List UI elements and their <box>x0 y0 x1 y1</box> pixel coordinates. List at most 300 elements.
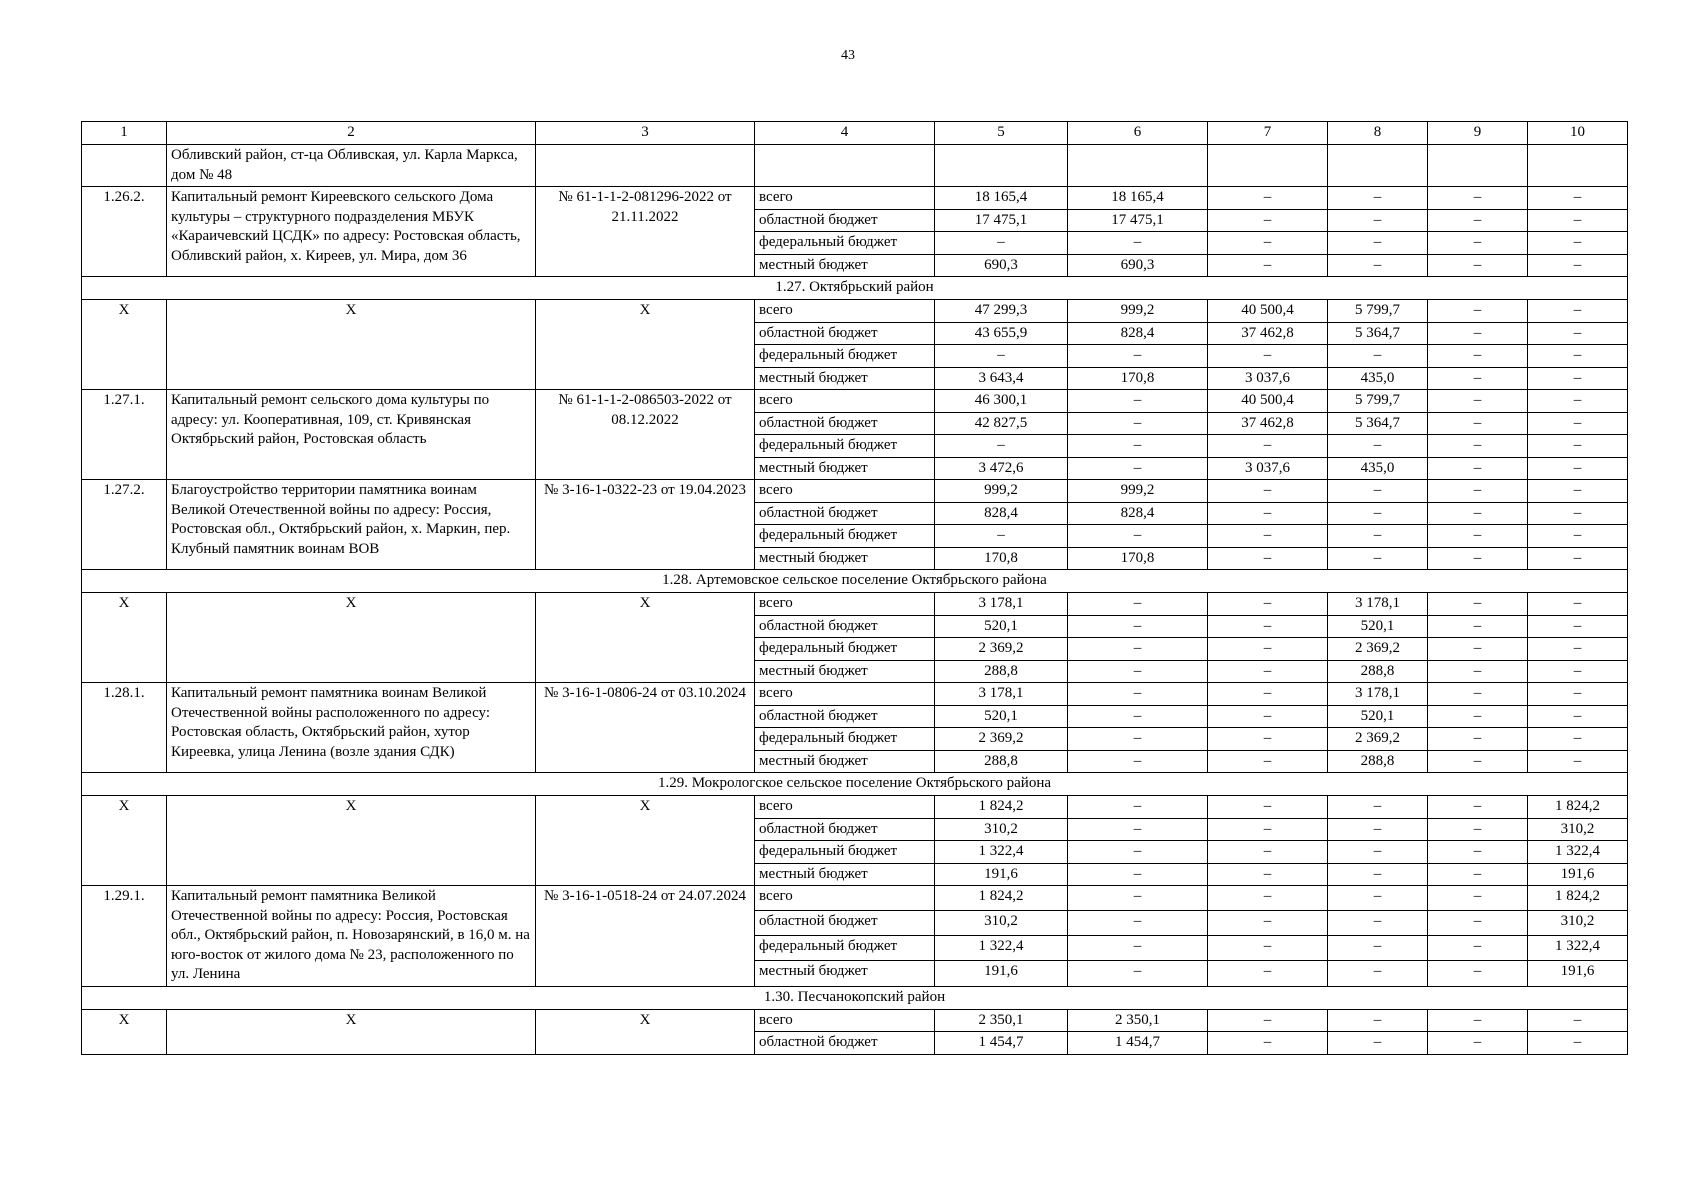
value-cell: – <box>1208 502 1328 525</box>
budget-label: всего <box>755 683 935 706</box>
value-cell: – <box>1428 841 1528 864</box>
value-cell: – <box>1328 480 1428 503</box>
item-document: № 61-1-1-2-081296-2022 от 21.11.2022 <box>536 187 755 277</box>
value-cell: 435,0 <box>1328 457 1428 480</box>
value-cell: – <box>1428 187 1528 210</box>
value-cell: 828,4 <box>1068 502 1208 525</box>
item-document: № 3-16-1-0518-24 от 24.07.2024 <box>536 886 755 987</box>
value-cell: – <box>1328 936 1428 961</box>
cell-empty <box>1208 145 1328 187</box>
value-cell: 1 322,4 <box>935 936 1068 961</box>
budget-label: местный бюджет <box>755 961 935 986</box>
item-name: Благоустройство территории памятника воинам Великой Отечественной войны по адресу: Россия, Ростовская обл., Октябрьский район, х. Маркин, пер. Клубный памятник воинам ВОВ <box>167 480 536 570</box>
value-cell: – <box>1428 209 1528 232</box>
value-cell: – <box>1528 593 1628 616</box>
value-cell: – <box>1328 886 1428 911</box>
value-cell: – <box>1208 818 1328 841</box>
value-cell: – <box>1068 961 1208 986</box>
value-cell: – <box>1208 750 1328 773</box>
table-row <box>82 1009 1628 1032</box>
value-cell: 191,6 <box>935 863 1068 886</box>
value-cell: – <box>1328 345 1428 368</box>
value-cell: – <box>1208 841 1328 864</box>
value-cell: 3 037,6 <box>1208 367 1328 390</box>
value-cell: – <box>1428 502 1528 525</box>
item-number: 1.28.1. <box>82 683 167 773</box>
budget-label: всего <box>755 886 935 911</box>
value-cell: – <box>1328 818 1428 841</box>
value-cell: 3 643,4 <box>935 367 1068 390</box>
value-cell: – <box>1328 525 1428 548</box>
section-row <box>82 570 1628 593</box>
value-cell: – <box>1208 1009 1328 1032</box>
value-cell: – <box>1068 936 1208 961</box>
section-title: 1.30. Песчанокопский район <box>82 986 1628 1009</box>
value-cell: – <box>1068 728 1208 751</box>
value-cell: 3 178,1 <box>1328 683 1428 706</box>
value-cell: – <box>1428 660 1528 683</box>
value-cell: 40 500,4 <box>1208 390 1328 413</box>
column-header: 7 <box>1208 122 1328 145</box>
value-cell: 191,6 <box>935 961 1068 986</box>
value-cell: – <box>1328 187 1428 210</box>
value-cell: – <box>1528 254 1628 277</box>
value-cell: – <box>1068 232 1208 255</box>
value-cell: – <box>1428 593 1528 616</box>
value-cell: – <box>1208 209 1328 232</box>
value-cell: 3 037,6 <box>1208 457 1328 480</box>
value-cell: – <box>1428 547 1528 570</box>
budget-label: федеральный бюджет <box>755 525 935 548</box>
item-name: Капитальный ремонт сельского дома культуры по адресу: ул. Кооперативная, 109, ст. Кривянская Октябрьский район, Ростовская область <box>167 390 536 480</box>
budget-label: областной бюджет <box>755 818 935 841</box>
value-cell: 5 799,7 <box>1328 390 1428 413</box>
value-cell: – <box>1528 547 1628 570</box>
value-cell: – <box>1208 593 1328 616</box>
table-row <box>82 480 1628 503</box>
value-cell: 3 178,1 <box>935 683 1068 706</box>
cell-empty <box>935 145 1068 187</box>
value-cell: – <box>1208 886 1328 911</box>
value-cell: 288,8 <box>935 750 1068 773</box>
budget-label: местный бюджет <box>755 457 935 480</box>
value-cell: 2 369,2 <box>935 728 1068 751</box>
item-name: X <box>167 300 536 390</box>
value-cell: – <box>1428 435 1528 458</box>
value-cell: 288,8 <box>1328 750 1428 773</box>
value-cell: 170,8 <box>1068 367 1208 390</box>
cell-empty <box>755 145 935 187</box>
cell-empty <box>1328 145 1428 187</box>
value-cell: 520,1 <box>935 615 1068 638</box>
value-cell: – <box>1528 209 1628 232</box>
value-cell: 1 322,4 <box>935 841 1068 864</box>
budget-label: всего <box>755 187 935 210</box>
value-cell: – <box>1068 615 1208 638</box>
value-cell: – <box>1428 638 1528 661</box>
value-cell: 1 824,2 <box>1528 886 1628 911</box>
value-cell: 1 322,4 <box>1528 841 1628 864</box>
value-cell: – <box>1068 435 1208 458</box>
table-row <box>82 593 1628 616</box>
table-row <box>82 187 1628 210</box>
value-cell: – <box>1528 615 1628 638</box>
value-cell: – <box>1528 367 1628 390</box>
value-cell: – <box>1068 818 1208 841</box>
value-cell: – <box>1068 638 1208 661</box>
value-cell: – <box>1328 1032 1428 1055</box>
value-cell: 5 364,7 <box>1328 412 1428 435</box>
value-cell: – <box>1068 390 1208 413</box>
value-cell: – <box>1068 412 1208 435</box>
value-cell: 46 300,1 <box>935 390 1068 413</box>
value-cell: 1 322,4 <box>1528 936 1628 961</box>
value-cell: – <box>1528 187 1628 210</box>
value-cell: 2 369,2 <box>1328 638 1428 661</box>
value-cell: 2 369,2 <box>935 638 1068 661</box>
value-cell: 170,8 <box>1068 547 1208 570</box>
budget-label: федеральный бюджет <box>755 841 935 864</box>
value-cell: – <box>1428 390 1528 413</box>
value-cell: 310,2 <box>935 818 1068 841</box>
column-header: 2 <box>167 122 536 145</box>
value-cell: – <box>1428 961 1528 986</box>
value-cell: – <box>1328 254 1428 277</box>
value-cell: 999,2 <box>1068 480 1208 503</box>
value-cell: 2 350,1 <box>1068 1009 1208 1032</box>
value-cell: – <box>1068 660 1208 683</box>
value-cell: 1 824,2 <box>935 796 1068 819</box>
budget-label: всего <box>755 1009 935 1032</box>
budget-label: областной бюджет <box>755 502 935 525</box>
value-cell: – <box>1208 796 1328 819</box>
value-cell: – <box>1068 683 1208 706</box>
budget-label: всего <box>755 796 935 819</box>
value-cell: – <box>1208 638 1328 661</box>
value-cell: 310,2 <box>1528 818 1628 841</box>
item-document: № 3-16-1-0806-24 от 03.10.2024 <box>536 683 755 773</box>
value-cell: – <box>1208 705 1328 728</box>
budget-label: областной бюджет <box>755 412 935 435</box>
value-cell: – <box>1328 841 1428 864</box>
value-cell: 42 827,5 <box>935 412 1068 435</box>
budget-label: федеральный бюджет <box>755 435 935 458</box>
value-cell: – <box>1428 683 1528 706</box>
value-cell: 828,4 <box>1068 322 1208 345</box>
column-header: 8 <box>1328 122 1428 145</box>
value-cell: 18 165,4 <box>935 187 1068 210</box>
item-name: Капитальный ремонт Киреевского сельского Дома культуры – структурного подразделения МБУК «Караичевский ЦСДК» по адресу: Ростовская область, Обливский район, х. Киреев, ул. Мира, дом 36 <box>167 187 536 277</box>
value-cell: 1 824,2 <box>1528 796 1628 819</box>
value-cell: – <box>1328 547 1428 570</box>
item-document: № 3-16-1-0322-23 от 19.04.2023 <box>536 480 755 570</box>
budget-label: местный бюджет <box>755 547 935 570</box>
value-cell: – <box>1208 1032 1328 1055</box>
value-cell: 47 299,3 <box>935 300 1068 323</box>
value-cell: 191,6 <box>1528 863 1628 886</box>
value-cell: 999,2 <box>935 480 1068 503</box>
value-cell: – <box>935 435 1068 458</box>
value-cell: – <box>935 232 1068 255</box>
budget-label: всего <box>755 300 935 323</box>
value-cell: 43 655,9 <box>935 322 1068 345</box>
budget-label: всего <box>755 480 935 503</box>
value-cell: 1 454,7 <box>1068 1032 1208 1055</box>
value-cell: – <box>1428 818 1528 841</box>
value-cell: – <box>1328 232 1428 255</box>
value-cell: – <box>1528 728 1628 751</box>
budget-label: местный бюджет <box>755 660 935 683</box>
cell-num <box>82 145 167 187</box>
column-header: 6 <box>1068 122 1208 145</box>
value-cell: – <box>1528 1032 1628 1055</box>
table-row <box>82 145 1628 187</box>
value-cell: – <box>1208 911 1328 936</box>
value-cell: – <box>1428 412 1528 435</box>
value-cell: – <box>1208 187 1328 210</box>
table-body <box>82 122 1628 1055</box>
budget-label: федеральный бюджет <box>755 345 935 368</box>
section-row <box>82 277 1628 300</box>
value-cell: – <box>1528 390 1628 413</box>
value-cell: – <box>1208 254 1328 277</box>
value-cell: – <box>1208 728 1328 751</box>
value-cell: 690,3 <box>935 254 1068 277</box>
header-row <box>82 122 1628 145</box>
value-cell: – <box>1428 1032 1528 1055</box>
value-cell: – <box>1208 480 1328 503</box>
budget-label: областной бюджет <box>755 1032 935 1055</box>
value-cell: – <box>1428 367 1528 390</box>
item-number: X <box>82 300 167 390</box>
value-cell: – <box>1428 796 1528 819</box>
value-cell: 191,6 <box>1528 961 1628 986</box>
value-cell: 5 364,7 <box>1328 322 1428 345</box>
column-header: 9 <box>1428 122 1528 145</box>
value-cell: 520,1 <box>935 705 1068 728</box>
value-cell: – <box>1528 525 1628 548</box>
cell-name: Обливский район, ст-ца Обливская, ул. Карла Маркса, дом № 48 <box>167 145 536 187</box>
budget-label: федеральный бюджет <box>755 638 935 661</box>
value-cell: 3 472,6 <box>935 457 1068 480</box>
table-row <box>82 796 1628 819</box>
value-cell: – <box>1208 615 1328 638</box>
budget-label: всего <box>755 390 935 413</box>
item-number: X <box>82 1009 167 1054</box>
budget-label: федеральный бюджет <box>755 936 935 961</box>
value-cell: – <box>1428 728 1528 751</box>
value-cell: – <box>1328 435 1428 458</box>
value-cell: – <box>1328 209 1428 232</box>
value-cell: 999,2 <box>1068 300 1208 323</box>
column-header: 5 <box>935 122 1068 145</box>
value-cell: 37 462,8 <box>1208 412 1328 435</box>
value-cell: – <box>1528 683 1628 706</box>
value-cell: – <box>935 345 1068 368</box>
value-cell: – <box>1208 936 1328 961</box>
value-cell: – <box>1528 435 1628 458</box>
value-cell: – <box>1528 750 1628 773</box>
budget-label: областной бюджет <box>755 705 935 728</box>
value-cell: – <box>1428 525 1528 548</box>
item-document: X <box>536 300 755 390</box>
value-cell: – <box>1428 232 1528 255</box>
cell-empty <box>1428 145 1528 187</box>
budget-label: местный бюджет <box>755 254 935 277</box>
value-cell: – <box>1068 796 1208 819</box>
value-cell: 40 500,4 <box>1208 300 1328 323</box>
column-header: 10 <box>1528 122 1628 145</box>
value-cell: 828,4 <box>935 502 1068 525</box>
value-cell: – <box>1528 638 1628 661</box>
value-cell: 288,8 <box>1328 660 1428 683</box>
value-cell: – <box>1428 615 1528 638</box>
column-header: 1 <box>82 122 167 145</box>
value-cell: 17 475,1 <box>935 209 1068 232</box>
value-cell: – <box>1208 232 1328 255</box>
budget-label: областной бюджет <box>755 209 935 232</box>
value-cell: 18 165,4 <box>1068 187 1208 210</box>
section-title: 1.27. Октябрьский район <box>82 277 1628 300</box>
value-cell: – <box>1528 705 1628 728</box>
cell-empty <box>536 145 755 187</box>
table-row <box>82 683 1628 706</box>
budget-label: областной бюджет <box>755 322 935 345</box>
column-header: 3 <box>536 122 755 145</box>
item-number: 1.27.1. <box>82 390 167 480</box>
section-row <box>82 986 1628 1009</box>
value-cell: – <box>1528 1009 1628 1032</box>
section-title: 1.29. Мокрологское сельское поселение Октябрьского района <box>82 773 1628 796</box>
value-cell: – <box>1428 457 1528 480</box>
budget-label: местный бюджет <box>755 863 935 886</box>
cell-empty <box>1068 145 1208 187</box>
value-cell: – <box>1208 683 1328 706</box>
value-cell: 3 178,1 <box>935 593 1068 616</box>
value-cell: 310,2 <box>935 911 1068 936</box>
value-cell: – <box>1528 345 1628 368</box>
value-cell: – <box>1528 232 1628 255</box>
item-number: X <box>82 593 167 683</box>
value-cell: 520,1 <box>1328 705 1428 728</box>
value-cell: – <box>1428 480 1528 503</box>
value-cell: – <box>1428 911 1528 936</box>
table-row <box>82 390 1628 413</box>
value-cell: – <box>1208 345 1328 368</box>
value-cell: – <box>935 525 1068 548</box>
value-cell: – <box>1068 911 1208 936</box>
value-cell: 435,0 <box>1328 367 1428 390</box>
item-name: Капитальный ремонт памятника Великой Отечественной войны по адресу: Россия, Ростовская обл., Октябрьский район, п. Новозарянский, в 16,0 м. на юго-восток от жилого дома № 23, расположенного по ул. Ленина <box>167 886 536 987</box>
value-cell: – <box>1428 886 1528 911</box>
item-document: № 61-1-1-2-086503-2022 от 08.12.2022 <box>536 390 755 480</box>
budget-label: всего <box>755 593 935 616</box>
value-cell: – <box>1068 525 1208 548</box>
value-cell: – <box>1328 502 1428 525</box>
value-cell: – <box>1528 322 1628 345</box>
item-document: X <box>536 1009 755 1054</box>
value-cell: 17 475,1 <box>1068 209 1208 232</box>
value-cell: – <box>1208 525 1328 548</box>
item-document: X <box>536 796 755 886</box>
value-cell: – <box>1528 457 1628 480</box>
column-header: 4 <box>755 122 935 145</box>
value-cell: – <box>1428 345 1528 368</box>
value-cell: – <box>1208 660 1328 683</box>
value-cell: – <box>1428 705 1528 728</box>
budget-label: областной бюджет <box>755 911 935 936</box>
value-cell: 1 454,7 <box>935 1032 1068 1055</box>
value-cell: – <box>1528 412 1628 435</box>
value-cell: – <box>1068 863 1208 886</box>
value-cell: – <box>1528 480 1628 503</box>
item-document: X <box>536 593 755 683</box>
budget-label: областной бюджет <box>755 615 935 638</box>
value-cell: – <box>1068 705 1208 728</box>
value-cell: – <box>1528 502 1628 525</box>
value-cell: – <box>1428 936 1528 961</box>
value-cell: – <box>1328 863 1428 886</box>
value-cell: 2 369,2 <box>1328 728 1428 751</box>
value-cell: 520,1 <box>1328 615 1428 638</box>
value-cell: – <box>1528 660 1628 683</box>
value-cell: – <box>1208 863 1328 886</box>
page-number: 43 <box>841 48 855 63</box>
value-cell: – <box>1328 911 1428 936</box>
value-cell: 288,8 <box>935 660 1068 683</box>
value-cell: 3 178,1 <box>1328 593 1428 616</box>
item-name: Капитальный ремонт памятника воинам Великой Отечественной войны расположенного по адресу: Ростовская область, Октябрьский район, хутор Киреевка, улица Ленина (возле здания СДК) <box>167 683 536 773</box>
value-cell: – <box>1428 300 1528 323</box>
value-cell: – <box>1428 863 1528 886</box>
item-number: X <box>82 796 167 886</box>
value-cell: – <box>1068 593 1208 616</box>
value-cell: 5 799,7 <box>1328 300 1428 323</box>
item-name: X <box>167 796 536 886</box>
value-cell: – <box>1528 300 1628 323</box>
table-row <box>82 300 1628 323</box>
value-cell: 2 350,1 <box>935 1009 1068 1032</box>
value-cell: – <box>1428 254 1528 277</box>
value-cell: – <box>1328 796 1428 819</box>
value-cell: – <box>1208 435 1328 458</box>
value-cell: – <box>1068 457 1208 480</box>
item-number: 1.27.2. <box>82 480 167 570</box>
value-cell: – <box>1428 1009 1528 1032</box>
value-cell: – <box>1068 886 1208 911</box>
value-cell: – <box>1208 961 1328 986</box>
value-cell: 690,3 <box>1068 254 1208 277</box>
value-cell: – <box>1068 345 1208 368</box>
value-cell: – <box>1208 547 1328 570</box>
value-cell: – <box>1068 750 1208 773</box>
budget-label: федеральный бюджет <box>755 728 935 751</box>
budget-label: местный бюджет <box>755 367 935 390</box>
budget-table <box>81 121 1628 1055</box>
cell-empty <box>1528 145 1628 187</box>
item-number: 1.29.1. <box>82 886 167 987</box>
budget-label: федеральный бюджет <box>755 232 935 255</box>
value-cell: – <box>1428 750 1528 773</box>
section-title: 1.28. Артемовское сельское поселение Октябрьского района <box>82 570 1628 593</box>
value-cell: 310,2 <box>1528 911 1628 936</box>
item-name: X <box>167 593 536 683</box>
section-row <box>82 773 1628 796</box>
value-cell: – <box>1328 961 1428 986</box>
value-cell: – <box>1428 322 1528 345</box>
table-row <box>82 886 1628 911</box>
value-cell: 37 462,8 <box>1208 322 1328 345</box>
